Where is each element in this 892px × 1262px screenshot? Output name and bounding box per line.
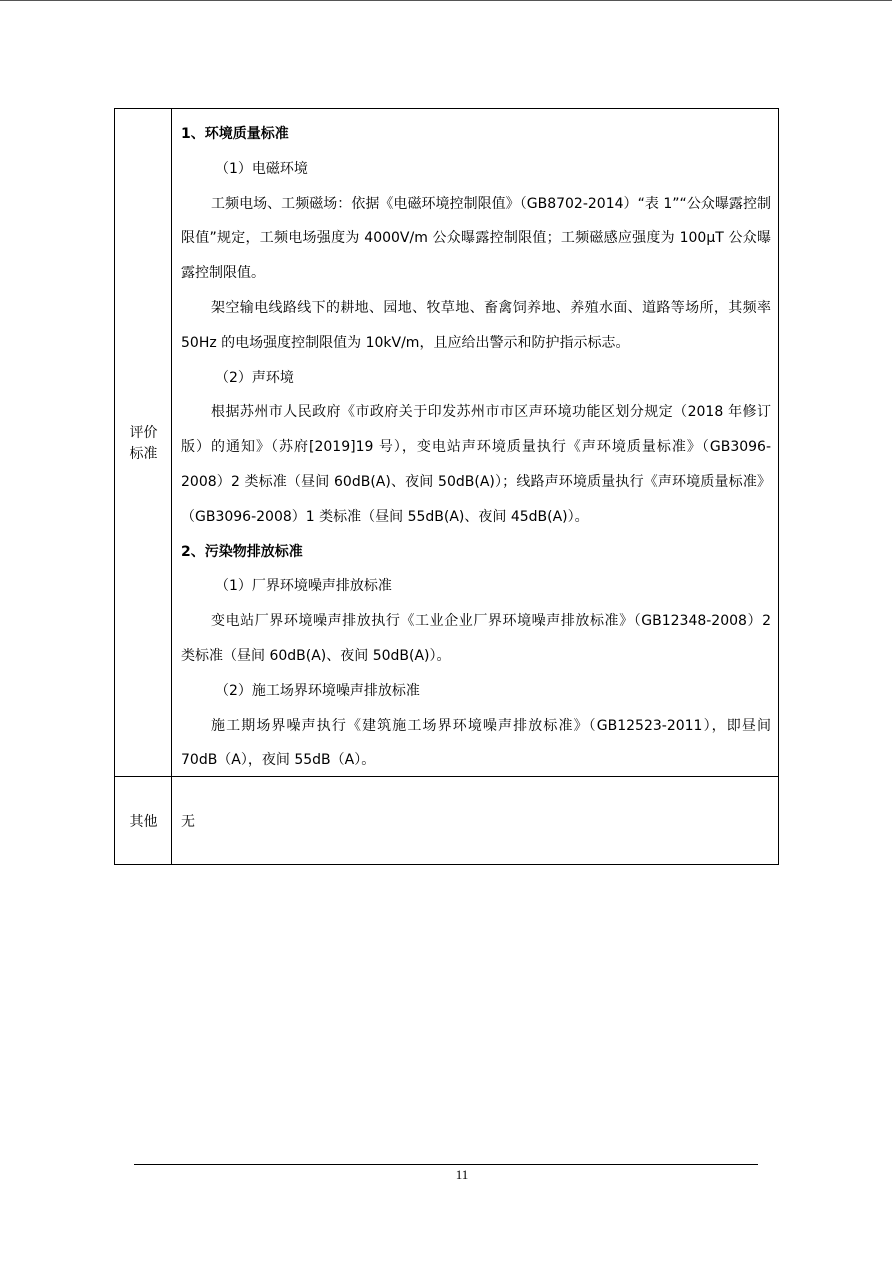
standards-content <box>181 117 771 778</box>
top-border-line <box>0 0 892 1</box>
paragraph: 根据苏州市人民政府《市政府关于印发苏州市市区声环境功能区划分规定（2018 年修订版）的通知》（苏府[2019]19 号），变电站声环境质量执行《声环境质量标准》（GB3096-2008）2 类标准（昼间 60dB(A)、夜间 50dB(A)）；线路声环境质量执行《声环境质量标准》（GB3096-2008）1 类标准（昼间 55dB(A)、夜间 45dB(A)）。 <box>181 404 771 525</box>
label-line-1: 评价 <box>129 425 158 441</box>
section-heading: 1、环境质量标准 <box>181 126 289 142</box>
subsection-heading: （1）厂界环境噪声排放标准 <box>215 578 392 595</box>
paragraph: 工频电场、工频磁场：依据《电磁环境控制限值》（GB8702-2014）“表 1”“公众曝露控制限值”规定，工频电场强度为 4000V/m 公众曝露控制限值；工频磁感应强度为 100μT 公众曝露控制限值。 <box>181 195 771 282</box>
label-other: 其他 <box>129 814 158 830</box>
label-evaluation-standards <box>115 423 172 465</box>
subsection-heading: （1）电磁环境 <box>215 160 308 177</box>
footer-rule <box>134 1164 758 1165</box>
standards-table <box>114 108 779 865</box>
subsection-heading: （2）施工场界环境噪声排放标准 <box>215 682 420 699</box>
paragraph: 架空输电线路线下的耕地、园地、牧草地、畜禽饲养地、养殖水面、道路等场所，其频率 50Hz 的电场强度控制限值为 10kV/m，且应给出警示和防护指示标志。 <box>181 299 771 351</box>
subsection-heading: （2）声环境 <box>215 369 294 386</box>
section-heading: 2、污染物排放标准 <box>181 543 303 560</box>
page-number: 11 <box>455 1167 469 1182</box>
paragraph: 变电站厂界环境噪声排放执行《工业企业厂界环境噪声排放标准》（GB12348-2008）2 类标准（昼间 60dB(A)、夜间 50dB(A)）。 <box>181 613 771 664</box>
other-value: 无 <box>181 814 195 830</box>
paragraph: 施工期场界噪声执行《建筑施工场界环境噪声排放标准》（GB12523-2011），即昼间 70dB（A），夜间 55dB（A）。 <box>181 717 771 769</box>
label-line-2: 标准 <box>129 446 158 462</box>
label-column <box>115 109 172 864</box>
